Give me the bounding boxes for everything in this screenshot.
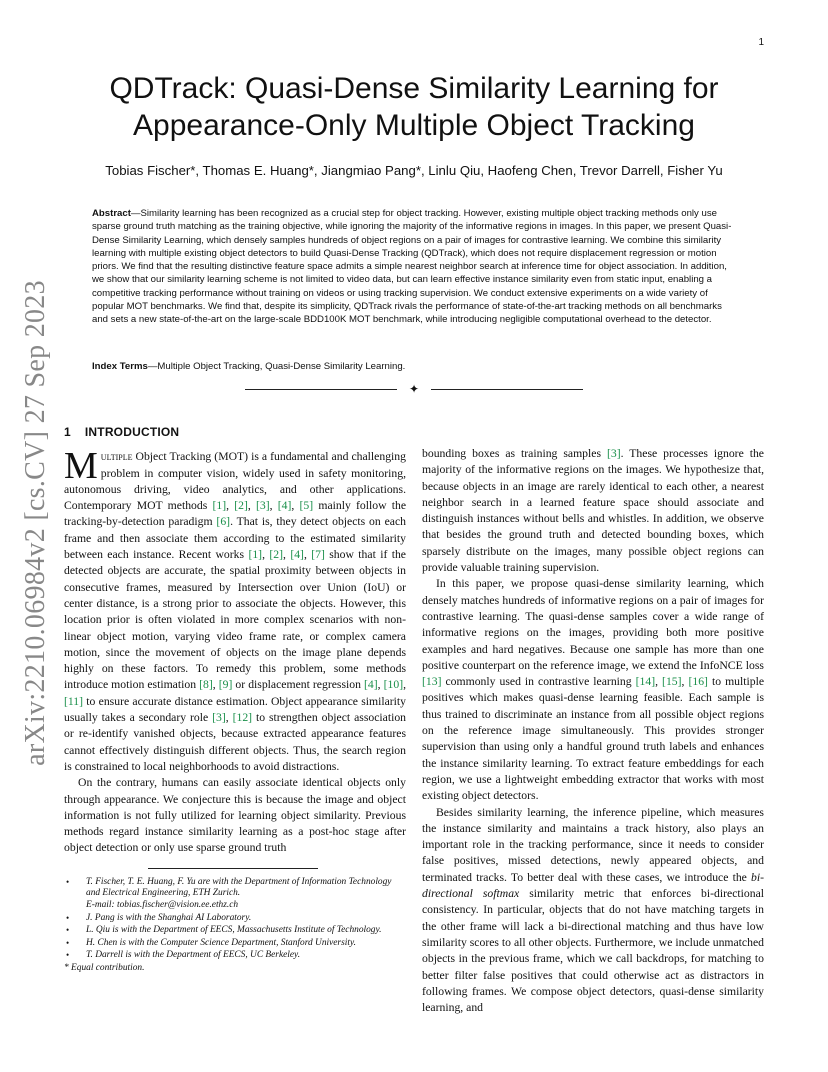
citation-link[interactable]: [13] — [422, 675, 442, 689]
separator-line-right — [431, 389, 583, 390]
body-text: . These processes ignore the majority of the informative regions on the images. We hypothesize that, because objects in an image are rarely identical to each other, a nearest neighbor search in a learned feature space should associate and distinguish instances without bells and whistles. In addition, we observe that besides the ground truth and detected bounding boxes, which sparsely distribute on the images, many possible object regions can provide valuable training supervision. — [422, 447, 764, 575]
footnote-text: T. Fischer, T. E. Huang, F. Yu are with the Department of Information Technology and Electrical Engineering, ETH Zurich. — [86, 876, 392, 899]
footnote-item — [64, 877, 406, 912]
footnote-item — [64, 925, 406, 937]
right-paragraph-1 — [422, 446, 764, 576]
drop-cap: M — [64, 445, 98, 488]
citation-link[interactable]: [4] — [290, 548, 304, 562]
footnote-text: J. Pang is with the Shanghai AI Laboratory. — [86, 912, 252, 923]
right-paragraph-2: In this paper, we propose quasi-dense similarity learning, which densely matches hundreds of informative regions on a pair of images for contrastive learning. The quasi-dense samples cover a wide range of informative regions on the images, providing both more positive examples and hard negatives. Because one sample has more than one positive counterpart on the reference image, we extend the InfoNCE loss [13] commonly used in contrastive learning [14], [15], [16] to multiple positives which makes quasi-dense learning feasible. Each sample is thus trained to discriminate an instance from all possible object regions on the reference image simultaneously. This provides stronger supervision than using only a handful ground truth labels and enhances the instance similarity learning. To extract feature embeddings for each region, we use a lightweight embedding extractor that works with most existing object detectors. — [422, 577, 765, 803]
bullet-icon: • — [66, 912, 70, 923]
intro-paragraph-2: On the contrary, humans can easily associate identical objects only through appearance. We conjecture this is because the image and object information is not fully utilized for learning object similarity. Previous methods regard instance similarity learning as a post-hoc stage after object detection or only use sparse ground truth — [64, 776, 406, 855]
section-heading-introduction — [64, 424, 406, 440]
citation-link[interactable]: [16] — [688, 675, 708, 689]
intro-text: Object Tracking (MOT) is a fundamental and challenging problem in computer vision, widely used in safety monitoring, autonomous driving, video analytics, and other applications. Contemporary MOT methods — [64, 450, 406, 513]
footnote-email: E-mail: tobias.fischer@vision.ee.ethz.ch — [86, 899, 239, 910]
citation-link[interactable]: [7] — [311, 548, 325, 562]
body-text: commonly used in contrastive learning — [441, 675, 636, 689]
right-column — [422, 446, 764, 1016]
citation-link[interactable]: [4] — [277, 499, 292, 513]
section-separator — [245, 383, 583, 395]
author-list: Tobias Fischer*, Thomas E. Huang*, Jiangmiao Pang*, Linlu Qiu, Haofeng Chen, Trevor Darrell, Fisher Yu — [105, 163, 723, 178]
citation-link[interactable]: [4] — [364, 678, 378, 692]
footnote-item — [64, 938, 406, 950]
citation-link[interactable]: [3] — [606, 447, 621, 460]
intro-smallcaps-word: ultiple — [100, 450, 133, 464]
bullet-icon: • — [66, 950, 70, 961]
bullet-icon: • — [66, 876, 70, 887]
title-line-1: QDTrack: Quasi-Dense Similarity Learning for — [109, 72, 719, 105]
footnote-text: H. Chen is with the Computer Science Department, Stanford University. — [86, 937, 356, 948]
index-terms-label: Index Terms — [92, 361, 148, 372]
abstract — [92, 207, 738, 327]
emphasis-term: bi-directional softmax — [422, 870, 764, 901]
intro-paragraph-1: Multiple Object Tracking (MOT) is a fundamental and challenging problem in computer vision, widely used in safety monitoring, autonomous driving, video analytics, and other applications. Contemporary MOT methods [1], [2], [3], [4], [5] mainly follow the tracking-by-detection paradigm [6]. That is, they detect objects on each frame and then associate them according to the estimated similarity between each instance. Recent works [1], [2], [4], [7] show that if the detected objects are accurate, the spatial proximity between objects in consecutive frames, measured by Intersection over Union (IoU) or center distance, is a strong prior to associate the objects. However, this location prior is often violated in more complex scenarios with non-linear object motion, varying video frame rate, or complex camera motion, since the movement of objects on the image plane depends highly on these factors. To remedy this problem, some methods introduce motion estimation [8], [9] or displacement regression [4], [10], [11] to ensure accurate distance estimation. Object appearance similarity usually takes a secondary role [3], [12] to strengthen object association or re-identify vanished objects, because extracted appearance features cannot effectively distinguish different objects. Thus, the search region is constrained to local neighborhoods to avoid distractions. — [64, 445, 407, 773]
arxiv-stamp — [16, 280, 56, 766]
separator-line-left — [245, 389, 397, 390]
body-text: bounding boxes as training samples — [422, 447, 607, 460]
citation-link[interactable]: [11] — [64, 694, 84, 708]
footnotes — [64, 877, 406, 962]
citation-link[interactable]: [5] — [299, 499, 314, 513]
citation-link[interactable]: [2] — [234, 499, 248, 513]
citation-link[interactable]: [8] — [199, 678, 213, 692]
right-paragraph-3 — [422, 805, 764, 1017]
bullet-icon: • — [66, 925, 70, 936]
footnote-text: L. Qiu is with the Department of EECS, Massachusetts Institute of Technology. — [86, 925, 382, 936]
citation-link[interactable]: [10] — [383, 678, 404, 692]
intro-text: to strengthen object association or re-identify vanished objects, because extracted appearance features cannot effectively distinguish different objects. Thus, the search region is constrained to local neighborhoods to avoid distractions. — [64, 711, 407, 773]
body-text: similarity metric that enforces bi-directional consistency. In particular, objects that do not have matching targets in the other frame will lack a bi-directional matching and thus have low similarity scores to all other objects. Furthermore, we include unmatched objects in the previous frame, which we call backdrops, for matching to better filter false positives that could otherwise act as distractors in following frames. We compose object detectors, quasi-dense similarity learning, and — [422, 887, 765, 1015]
intro-text: mainly follow the tracking-by-detection paradigm — [64, 499, 407, 529]
footnote-text: T. Darrell is with the Department of EECS, UC Berkeley. — [86, 950, 301, 961]
section-title-first-letter: I — [84, 425, 89, 439]
footnote-equal-contribution: * Equal contribution. — [64, 962, 145, 973]
citation-link[interactable]: [15] — [662, 675, 682, 689]
footnote-item — [64, 913, 406, 925]
intro-text: . That is, they detect objects on each frame and then associate them according to the estimated similarity between each instance. Recent works — [64, 515, 406, 562]
citation-link[interactable]: [3] — [212, 711, 226, 725]
citation-link[interactable]: [6] — [216, 515, 231, 529]
arxiv-stamp-text: arXiv:2210.06984v2 [cs.CV] 27 Sep 2023 — [20, 280, 51, 766]
section-number: 1 — [64, 425, 71, 439]
index-terms — [92, 361, 738, 372]
citation-link[interactable]: [14] — [635, 675, 656, 689]
body-text: Besides similarity learning, the inference pipeline, which measures the instance similarity and maintains a track history, also plays an important role in the tracking performance, since it needs to consider false positives, missed detections, newly appeared objects, and terminated tracks. To better deal with these cases, we introduce the — [422, 805, 764, 884]
title-line-2: Appearance-Only Multiple Object Tracking — [133, 109, 695, 142]
footnote-item — [64, 950, 406, 962]
citation-link[interactable]: [9] — [218, 678, 233, 692]
citation-link[interactable]: [12] — [232, 711, 253, 725]
intro-text: to ensure accurate distance estimation. Object appearance similarity usually takes a secondary role — [64, 694, 406, 725]
diamond-icon: ✦ — [409, 382, 420, 396]
page-number: 1 — [758, 37, 764, 48]
index-terms-text: —Multiple Object Tracking, Quasi-Dense Similarity Learning. — [147, 361, 406, 372]
abstract-label: Abstract — [92, 208, 131, 219]
citation-link[interactable]: [3] — [256, 499, 270, 513]
intro-text: or displacement regression — [232, 678, 364, 692]
citation-link[interactable]: [2] — [269, 548, 284, 562]
intro-text: show that if the detected objects are accurate, the spatial proximity between objects in consecutive frames, measured by Intersection over Union (IoU) or center distance, is a strong prior to associate the objects. However, this location prior is often violated in more complex scenarios with non-linear object motion, varying video frame rate, or complex camera motion, since the movement of objects on the image plane depends highly on these factors. To remedy this problem, some methods introduce motion estimation — [64, 548, 406, 692]
citation-link[interactable]: [1] — [212, 499, 227, 513]
bullet-icon: • — [66, 937, 70, 948]
abstract-text: —Similarity learning has been recognized as a crucial step for object tracking. However, existing multiple object tracking methods only use sparse ground truth matching as the training objective, while ignoring the majority of the informative regions in images. In this paper, we present Quasi-Dense Similarity Learning, which densely samples hundreds of object regions on a pair of images for contrastive learning. We combine this similarity learning with multiple existing object detectors to build Quasi-Dense Tracking (QDTrack), which does not require displacement regression or motion priors. We find that the resulting distinctive feature space admits a simple nearest neighbor search at inference time for object association. In addition, we show that our similarity learning scheme is not limited to video data, but can learn effective instance similarity even from static input, enabling a competitive tracking performance without training on videos or using tracking supervision. We conduct extensive experiments on a wide variety of popular MOT benchmarks. We find that, despite its simplicity, QDTrack rivals the performance of state-of-the-art tracking methods on all benchmarks and sets a new state-of-the-art on the large-scale BDD100K MOT benchmark, while introducing negligible computational overhead to the detector. — [92, 208, 732, 326]
footnote-rule — [148, 868, 318, 869]
section-title-rest: NTRODUCTION — [88, 425, 180, 439]
paper-title — [60, 70, 768, 144]
body-text: to multiple positives which makes quasi-dense learning feasible. Each sample is thus trained to discriminate an instance from all possible object regions on the reference image simultaneously. This provides stronger supervision than using only a handful ground truth labels and enhances the instance similarity learning. To extract feature embeddings for each region, we use a lightweight embedding extractor that works with most existing object detectors. — [422, 675, 765, 803]
left-column — [64, 424, 406, 974]
body-text: In this paper, we propose quasi-dense similarity learning, which densely matches hundreds of informative regions on a pair of images for contrastive learning. The quasi-dense samples cover a wide range of informative regions on the images, providing both more positive examples and hard negatives. Because one sample has more than one positive counterpart on the reference image, we extend the InfoNCE loss — [422, 577, 764, 672]
citation-link[interactable]: [1] — [248, 548, 263, 562]
